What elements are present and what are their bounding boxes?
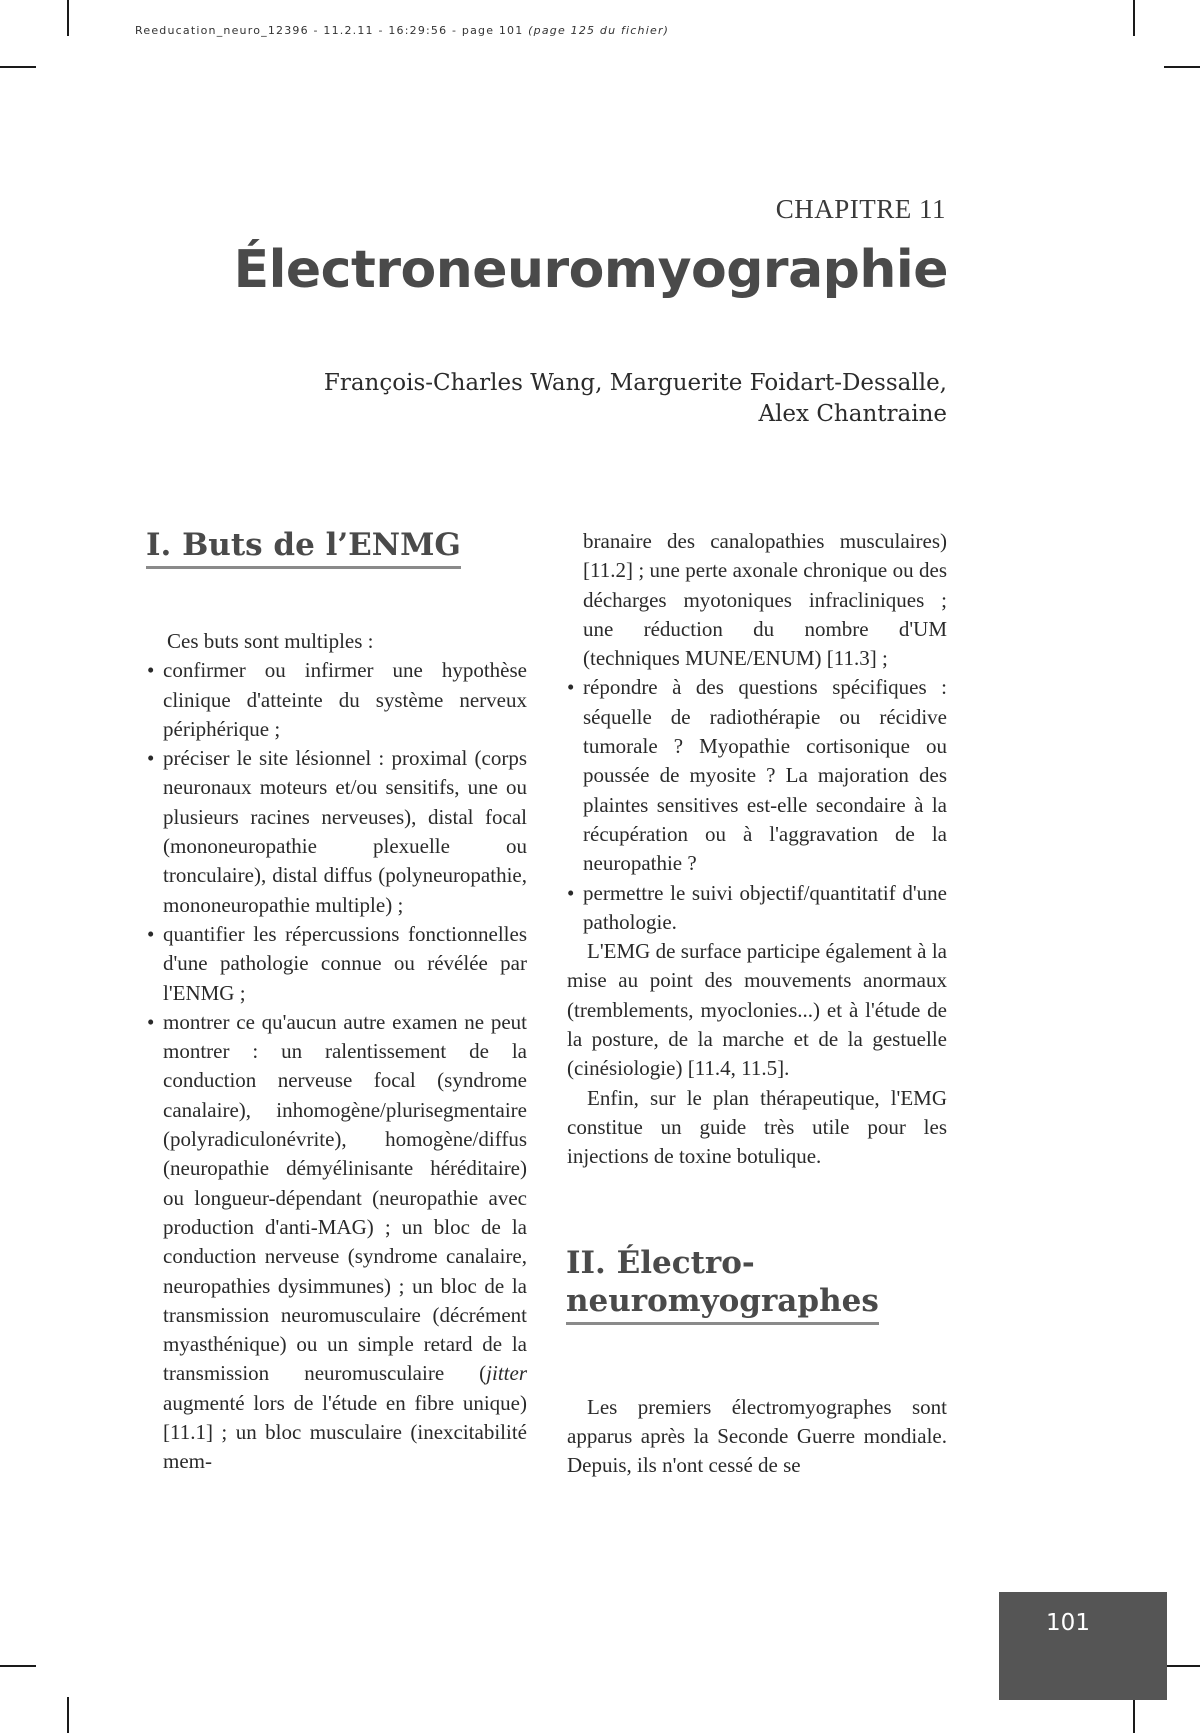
right-column — [567, 527, 947, 1480]
authors — [247, 368, 947, 430]
list-item: • quantifier les répercussions fonctionnelles d'une pathologie connue ou révélée par l'ENMG ; — [147, 920, 527, 1008]
crop-mark — [1164, 66, 1200, 68]
crop-mark — [1164, 1665, 1200, 1667]
paragraph-therapy: Enfin, sur le plan thérapeutique, l'EMG constitue un guide très utile pour les injections de toxine botulique. — [567, 1085, 947, 1169]
section-heading-1: I. Buts de l’ENMG — [146, 526, 461, 569]
section-heading-2-line-1: II. Électro- — [566, 1244, 755, 1281]
list-item: • permettre le suivi objectif/quantitatif d'une pathologie. — [567, 879, 947, 938]
goals-list — [147, 656, 527, 1476]
crop-mark — [67, 0, 69, 36]
emphasis-jitter: jitter — [486, 1361, 527, 1386]
print-slug-note: (page 125 du fichier) — [528, 24, 670, 37]
section-heading-2-line-2: neuromyographes — [566, 1282, 879, 1319]
chapter-label: CHAPITRE 11 — [775, 194, 946, 224]
page-number: 101 — [1046, 1610, 1090, 1636]
list-item — [147, 1008, 527, 1477]
list-item: • préciser le site lésionnel : proximal (corps neuronaux moteurs et/ou sensitifs, une ou plusieurs racines nerveuses), distal focal (mononeuropathie plexuelle ou tronculaire), distal diffus (polyneuropathie, mononeuropathie multiple) ; — [147, 744, 527, 920]
authors-line-1: François-Charles Wang, Marguerite Foidart-Dessalle, — [323, 370, 947, 396]
print-slug-text: Reeducation_neuro_12396 - 11.2.11 - 16:29:56 - page 101 — [135, 24, 524, 37]
section-heading-2 — [566, 1244, 879, 1325]
authors-line-2: Alex Chantraine — [758, 401, 947, 427]
list-item: • répondre à des questions spécifiques : séquelle de radiothérapie ou récidive tumorale ? Myopathie cortisonique ou poussée de myosite ? La majoration des plaintes sensitives est-elle secondaire à la récupération ou à l'aggravation de la neuropathie ? — [567, 673, 947, 878]
list-item: • confirmer ou infirmer une hypothèse clinique d'atteinte du système nerveux périphérique ; — [147, 656, 527, 744]
page-number-box — [999, 1592, 1167, 1700]
list-item-text: montrer ce qu'aucun autre examen ne peut montrer : un ralentissement de la conduction nerveuse focal (syndrome canalaire), inhomogène/plurisegmentaire (polyradiculonévrite), homogène/diffus (neuropathie démyélinisante héréditaire) ou longueur-dépendant (neuropathie avec production d'anti-MAG) ; un bloc de la conduction nerveuse (syndrome canalaire, neuropathies dysimmunes) ; un bloc de la transmission neuromusculaire (décrément myasthénique) ou un simple retard de la transmission neuromusculaire ( — [163, 1009, 527, 1386]
paragraph-electromyographs: Les premiers électromyographes sont apparus après la Seconde Guerre mondiale. Depuis, ils n'ont cessé de se — [567, 1394, 947, 1478]
crop-mark — [67, 1697, 69, 1733]
crop-mark — [1133, 1697, 1135, 1733]
list-item-continuation: branaire des canalopathies musculaires) [11.2] ; une perte axonale chronique ou des décharges myotoniques infracliniques ; une réduction du nombre d'UM (techniques MUNE/ENUM) [11.3] ; — [583, 529, 947, 671]
section-intro: Ces buts sont multiples : — [167, 629, 374, 653]
chapter-title: Électroneuromyographie — [233, 240, 948, 300]
crop-mark — [1133, 0, 1135, 36]
goals-list-continued — [567, 673, 947, 937]
left-column — [147, 526, 527, 1477]
list-item-text: augmenté lors de l'étude en fibre unique) [11.1] ; un bloc musculaire (inexcitabilité mem- — [163, 1390, 527, 1474]
paragraph-surface-emg: L'EMG de surface participe également à la mise au point des mouvements anormaux (tremblements, myoclonies...) et à l'étude de la posture, de la marche et de la gestuelle (cinésiologie) [11.4, 11.5]. — [567, 939, 947, 1081]
print-slug — [135, 24, 669, 37]
crop-mark — [0, 1665, 36, 1667]
crop-mark — [0, 66, 36, 68]
